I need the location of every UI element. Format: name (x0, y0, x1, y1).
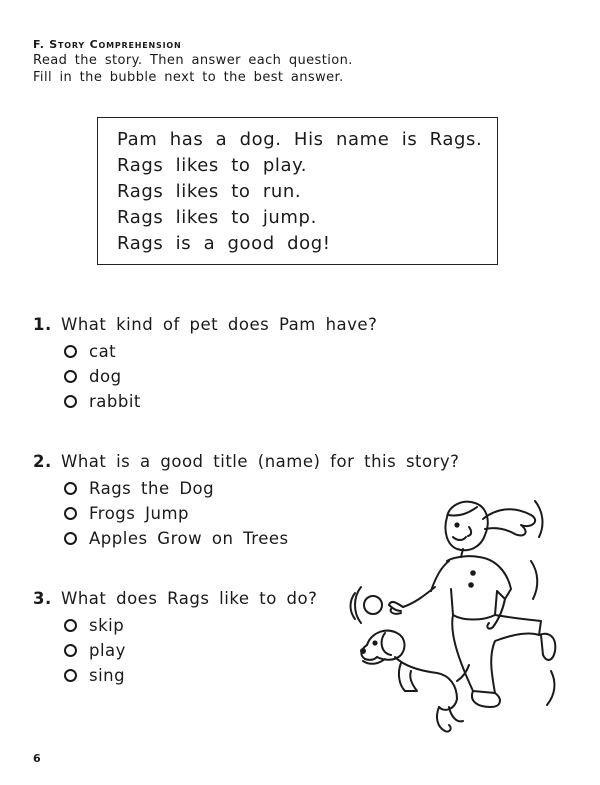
question-1 (33, 314, 377, 414)
answer-label: dog (89, 367, 122, 386)
answer-options (64, 613, 317, 688)
answer-label: Frogs Jump (89, 504, 189, 523)
girl-head-icon (445, 502, 487, 550)
ball-icon (364, 596, 382, 614)
answer-label: skip (89, 616, 125, 635)
answer-option-rabbit[interactable] (64, 389, 377, 414)
answer-bubble-icon[interactable] (64, 507, 77, 520)
shoe-icon (539, 634, 555, 660)
answer-bubble-icon[interactable] (64, 395, 77, 408)
dog-hind-leg-icon (437, 707, 463, 732)
girl-pants-icon (452, 615, 541, 693)
dog-body-icon (395, 657, 457, 710)
question-3 (33, 588, 317, 688)
answer-option-cat[interactable] (64, 339, 377, 364)
answer-label: cat (89, 342, 117, 361)
motion-line-icon (547, 671, 554, 705)
question-text: What does Rags like to do? (61, 589, 318, 608)
instruction-line-2: Fill in the bubble next to the best answer. (33, 70, 344, 85)
story-line: Rags likes to jump. (117, 207, 317, 228)
instruction-line-1: Read the story. Then answer each question. (33, 53, 353, 68)
girl-hand-icon (389, 602, 403, 614)
answer-option-skip[interactable] (64, 613, 317, 638)
story-line: Rags likes to play. (117, 155, 308, 176)
answer-options (64, 339, 377, 414)
ear-icon (468, 527, 471, 536)
motion-line-icon (355, 587, 361, 623)
shoe-icon (472, 691, 500, 707)
answer-label: Rags the Dog (89, 479, 215, 498)
answer-label: rabbit (89, 392, 141, 411)
story-box (97, 117, 498, 265)
question-number: 1. (33, 315, 52, 334)
question-text: What is a good title (name) for this story? (61, 452, 460, 471)
motion-line-icon (535, 501, 542, 537)
girl-arm-icon (403, 587, 435, 607)
smile-icon (453, 537, 466, 540)
answer-option-play[interactable] (64, 638, 317, 663)
answer-bubble-icon[interactable] (64, 669, 77, 682)
story-line: Pam has a dog. His name is Rags. (117, 129, 483, 150)
answer-bubble-icon[interactable] (64, 532, 77, 545)
answer-label: sing (89, 666, 126, 685)
question-number: 2. (33, 452, 52, 471)
answer-bubble-icon[interactable] (64, 644, 77, 657)
motion-line-icon (531, 561, 537, 599)
answer-label: Apples Grow on Trees (89, 529, 289, 548)
dog-head-icon (367, 631, 404, 660)
answer-label: play (89, 641, 126, 660)
eye-icon (455, 523, 458, 526)
question-number: 3. (33, 589, 52, 608)
story-line: Rags is a good dog! (117, 233, 331, 254)
dog-ear-icon (382, 633, 391, 655)
answer-bubble-icon[interactable] (64, 619, 77, 632)
ponytail-icon (483, 509, 535, 535)
answer-option-sing[interactable] (64, 663, 317, 688)
answer-bubble-icon[interactable] (64, 482, 77, 495)
section-title: F. Story Comprehension (33, 38, 182, 51)
answer-bubble-icon[interactable] (64, 345, 77, 358)
answer-bubble-icon[interactable] (64, 370, 77, 383)
page-number: 6 (33, 752, 41, 765)
question-text: What kind of pet does Pam have? (61, 315, 378, 334)
worksheet-header (33, 38, 353, 86)
girl-playing-ball-with-dog-illustration (345, 495, 575, 740)
answer-option-dog[interactable] (64, 364, 377, 389)
story-line: Rags likes to run. (117, 181, 302, 202)
